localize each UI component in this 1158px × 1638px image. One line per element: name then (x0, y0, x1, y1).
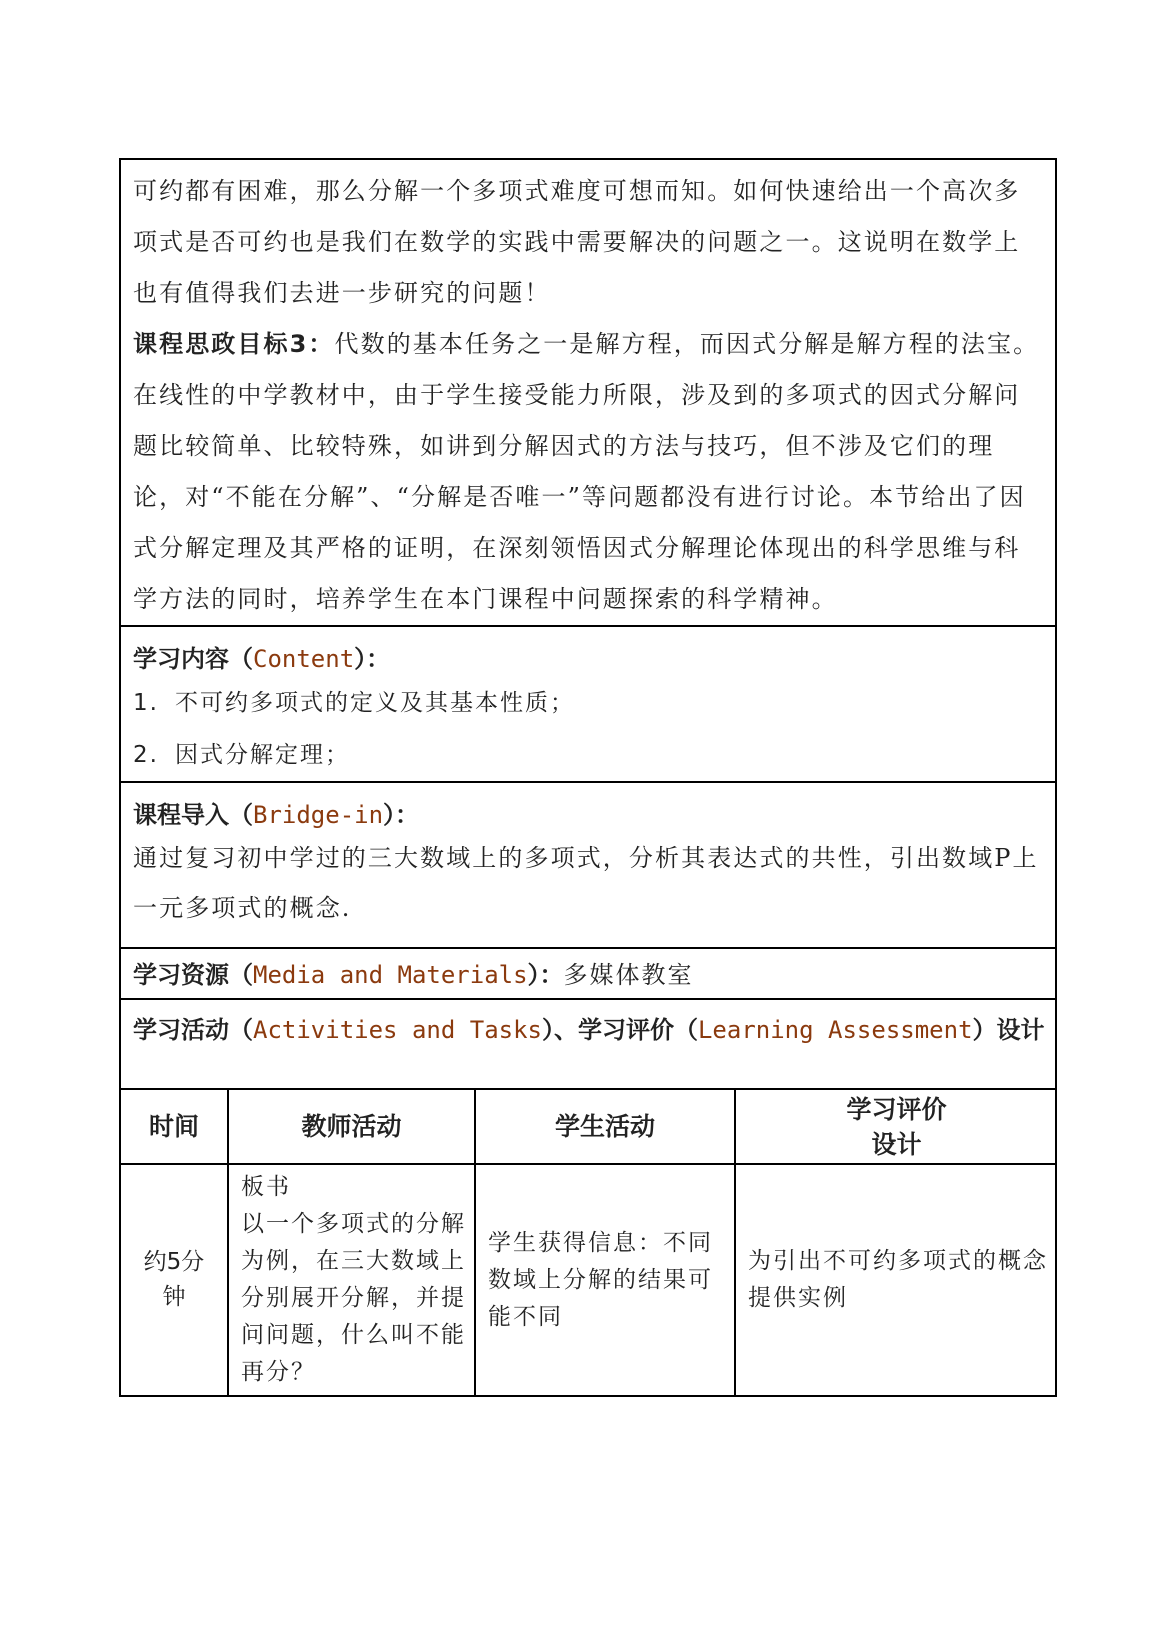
content-cell (120, 626, 1056, 782)
ideology-goal (133, 319, 1045, 625)
table-row (121, 1164, 1057, 1395)
lesson-plan-page (119, 158, 1057, 1397)
header-assessment-design: 学习评价设计 (735, 1090, 1057, 1164)
bridge-text: 通过复习初中学过的三大数域上的多项式，分析其表达式的共性，引出数域P上一元多项式的概念. (133, 844, 1039, 922)
header-time: 时间 (121, 1090, 228, 1164)
media-value: 多媒体教室 (563, 961, 694, 989)
ideology-goal-label: 课程思政目标3： (133, 330, 335, 358)
activities-heading: 学习活动（Activities and Tasks）、学习评价（Learning Assessment）设计 (133, 1016, 1045, 1044)
header-teacher-activity: 教师活动 (228, 1090, 475, 1164)
row-student-activity: 学生获得信息：不同数域上分解的结果可能不同 (475, 1164, 735, 1395)
row-teacher-activity: 板书 以一个多项式的分解为例，在三大数域上分别展开分解，并提问问题，什么叫不能再分？ (228, 1164, 475, 1395)
content-heading: 学习内容（Content）： (133, 645, 391, 673)
activities-cell (120, 999, 1056, 1089)
content-item-1: 1. 不可约多项式的定义及其基本性质； (133, 690, 575, 716)
ideology-goal-text: 代数的基本任务之一是解方程，而因式分解是解方程的法宝。在线性的中学教材中，由于学生接受能力所限，涉及到的多项式的因式分解问题比较简单、比较特殊，如讲到分解因式的方法与技巧，但不涉及它们的理论，对“不能在分解”、“分解是否唯一”等问题都没有进行讨论。本节给出了因式分解定理及其严格的证明，在深刻领悟因式分解理论体现出的科学思维与科学方法的同时，培养学生在本门课程中问题探索的科学精神。 (133, 330, 1040, 613)
header-student-activity: 学生活动 (475, 1090, 735, 1164)
row-time: 约5分钟 (121, 1164, 228, 1395)
media-heading: 学习资源（Media and Materials）：多媒体教室 (133, 961, 694, 989)
intro-paragraph: 可约都有困难，那么分解一个多项式难度可想而知。如何快速给出一个高次多项式是否可约也是我们在数学的实践中需要解决的问题之一。这说明在数学上也有值得我们去进一步研究的问题！ (133, 177, 1021, 307)
activity-table (121, 1090, 1057, 1395)
lesson-plan-table (119, 158, 1057, 1397)
activity-table-header (121, 1090, 1057, 1164)
bridge-cell (120, 782, 1056, 948)
media-cell (120, 948, 1056, 999)
activity-table-cell (120, 1089, 1056, 1396)
content-item-2: 2. 因式分解定理； (133, 742, 350, 768)
row-assessment-design: 为引出不可约多项式的概念提供实例 (735, 1164, 1057, 1395)
bridge-heading: 课程导入（Bridge-in）： (133, 801, 420, 829)
intro-cell (120, 159, 1056, 626)
